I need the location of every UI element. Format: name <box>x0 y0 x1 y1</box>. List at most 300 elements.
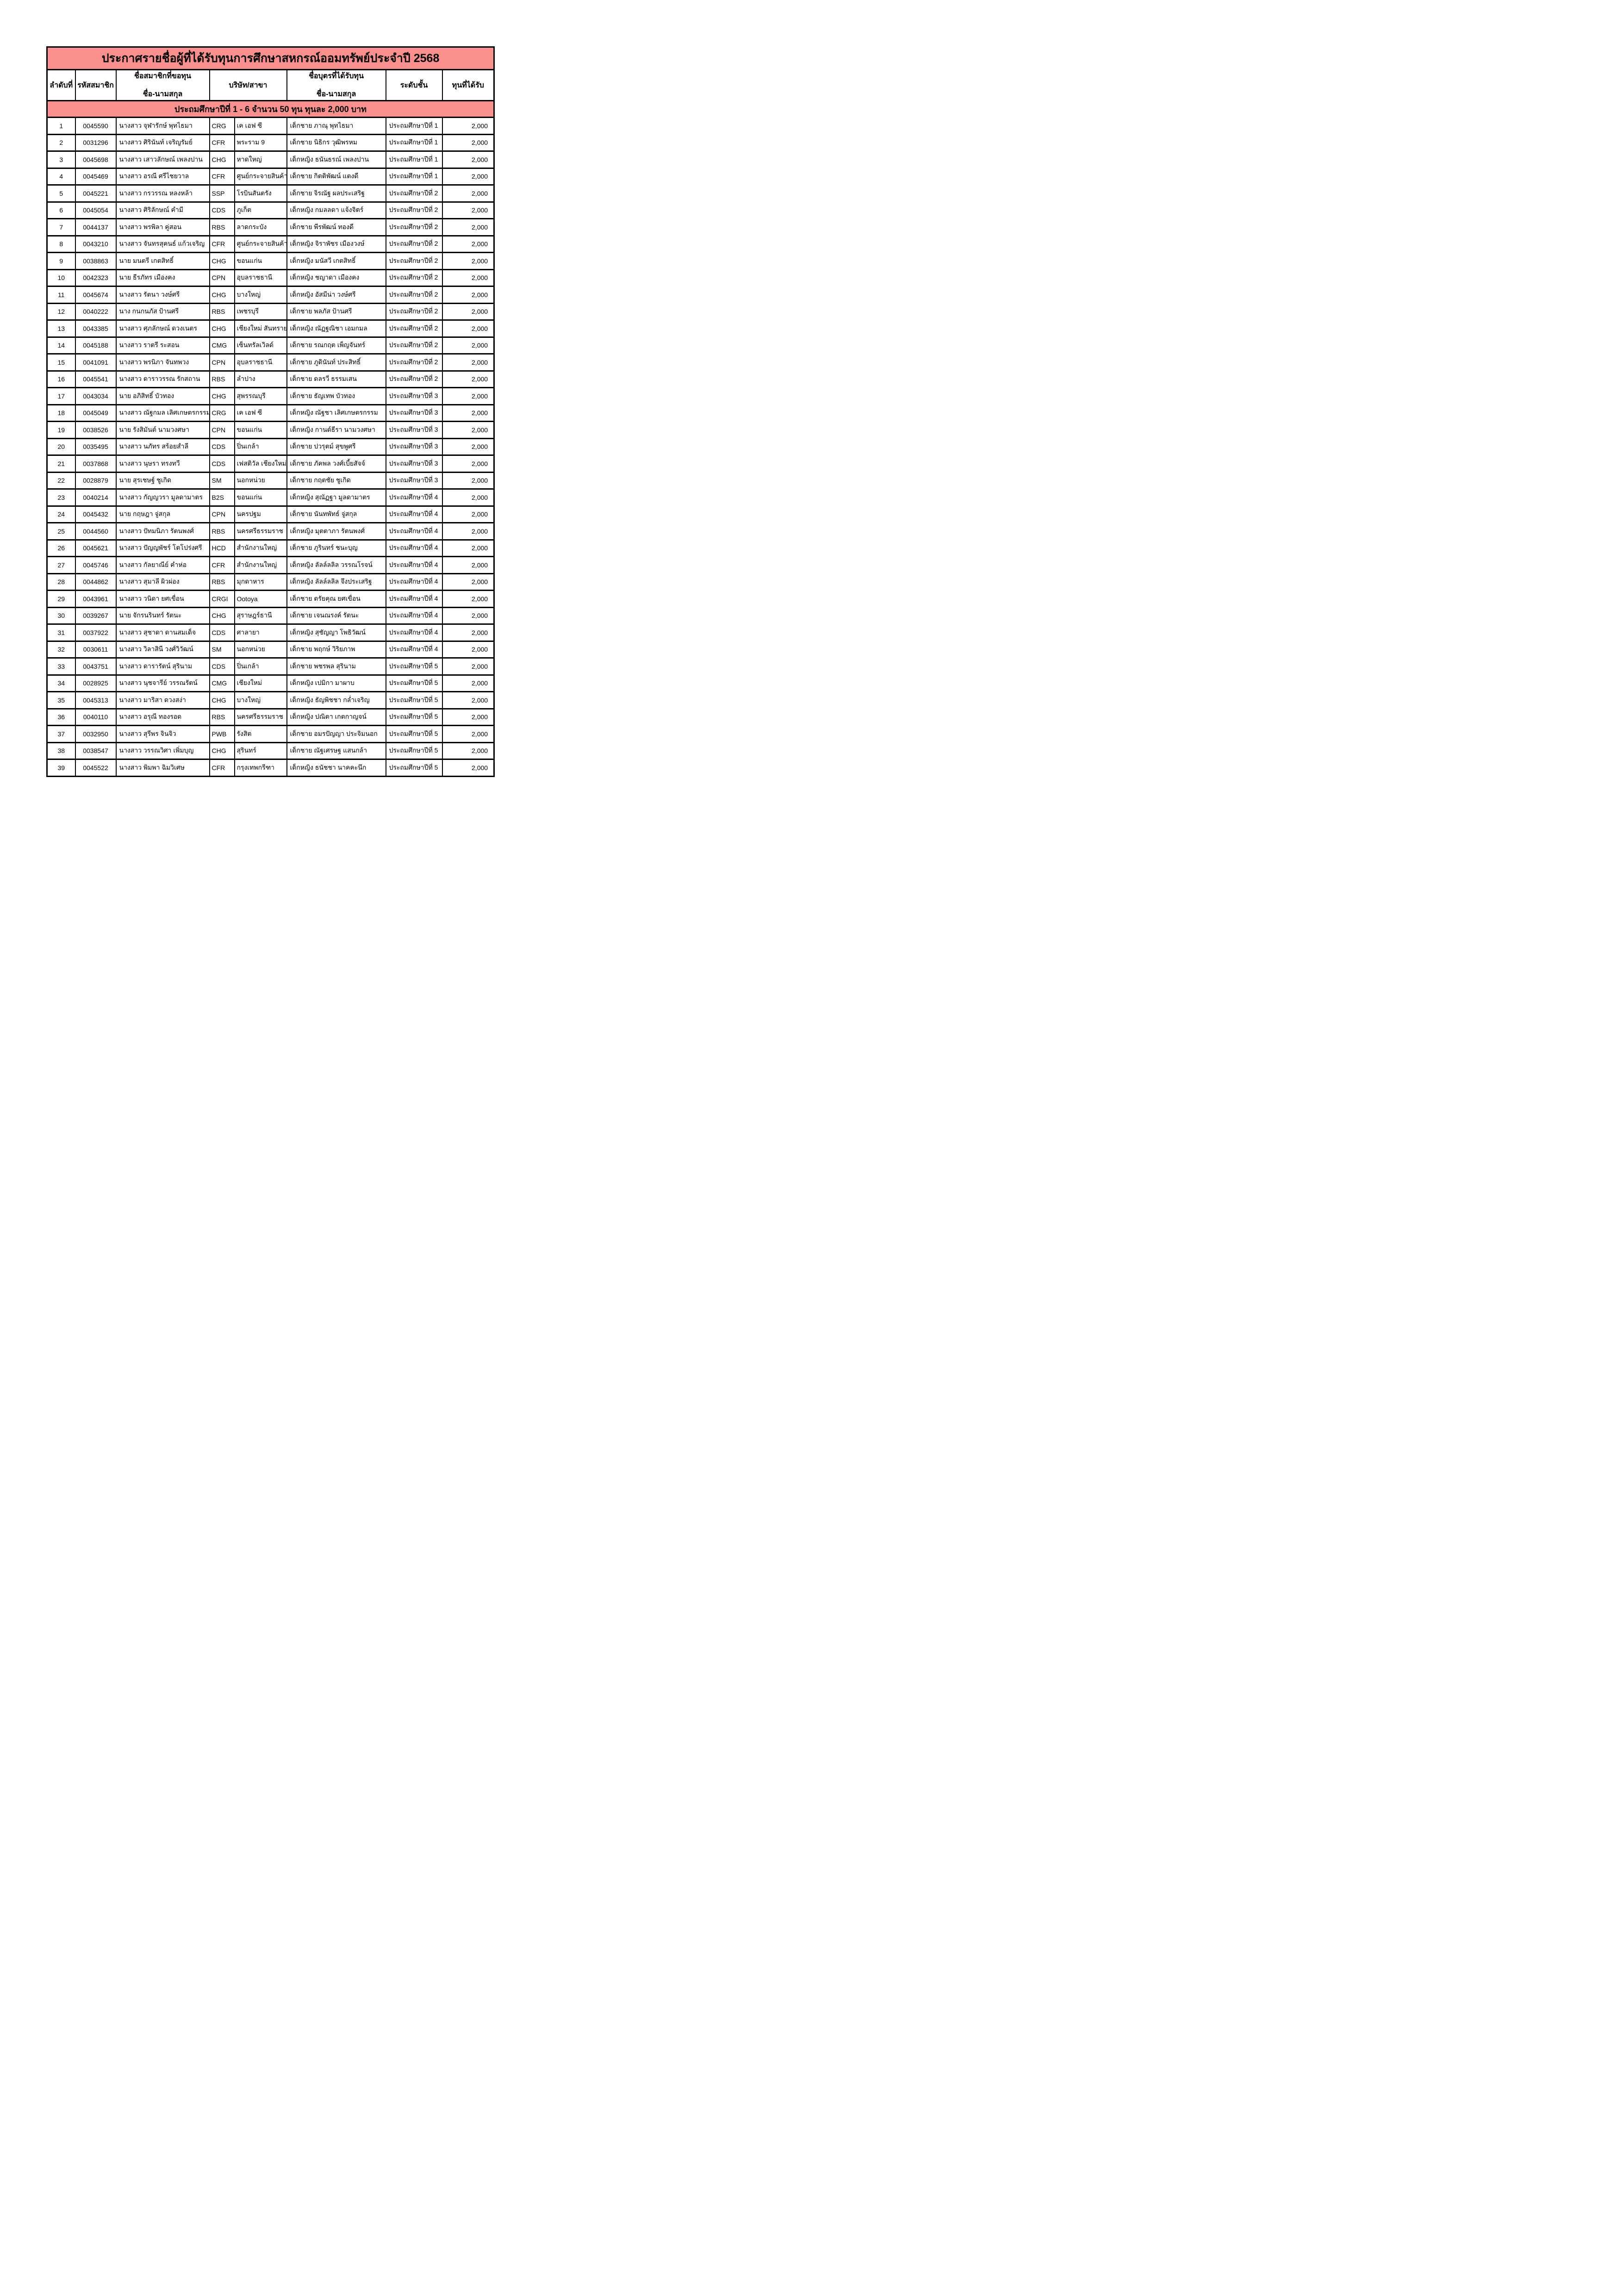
order-cell: 5 <box>47 185 75 202</box>
member-id-cell: 0032950 <box>75 726 116 743</box>
member-name-cell: นางสาว สุรีพร จินจิว <box>116 726 210 743</box>
child-name-cell: เด็กชาย นิธิกร วุฒิพรหม <box>287 134 386 151</box>
member-name-cell: นาย จักรนรินทร์ รัตนะ <box>116 607 210 624</box>
member-id-cell: 0038863 <box>75 253 116 270</box>
member-id-cell: 0043751 <box>75 658 116 675</box>
child-name-cell: เด็กชาย พีรพัฒน์ ทองดี <box>287 219 386 236</box>
amount-cell: 2,000 <box>442 118 494 135</box>
branch-cell: เค เอฟ ซี <box>235 404 287 422</box>
order-cell: 28 <box>47 573 75 591</box>
member-name-cell: นางสาว กัญญวรา มูลดามาตร <box>116 489 210 506</box>
member-id-cell: 0031296 <box>75 134 116 151</box>
child-name-cell: เด็กหญิง ณัฐชา เลิศเกษตรกรรม <box>287 404 386 422</box>
member-id-cell: 0044137 <box>75 219 116 236</box>
member-id-cell: 0038547 <box>75 742 116 759</box>
table-body <box>47 118 494 777</box>
branch-cell: โรบินสันตรัง <box>235 185 287 202</box>
branch-cell: ปิ่นเกล้า <box>235 658 287 675</box>
member-id-cell: 0045541 <box>75 371 116 388</box>
grade-cell: ประถมศึกษาปีที่ 5 <box>386 692 442 709</box>
table-row <box>47 641 494 658</box>
branch-cell: นอกหน่วย <box>235 641 287 658</box>
child-name-cell: เด็กชาย เจนณรงค์ รัตนะ <box>287 607 386 624</box>
title-row <box>47 47 494 70</box>
grade-cell: ประถมศึกษาปีที่ 2 <box>386 371 442 388</box>
member-name-cell: นางสาว นุษรา ทรงทวี <box>116 455 210 473</box>
amount-cell: 2,000 <box>442 709 494 726</box>
branch-cell: เชียงใหม่ <box>235 675 287 692</box>
company-cell: CPN <box>210 422 235 439</box>
column-header-member-name <box>116 70 210 101</box>
company-cell: CMG <box>210 675 235 692</box>
order-cell: 10 <box>47 269 75 286</box>
page-title: ประกาศรายชื่อผู้ที่ได้รับทุนการศึกษาสหกรณ์ออมทรัพย์ประจำปี 2568 <box>47 47 494 70</box>
amount-cell: 2,000 <box>442 472 494 489</box>
amount-cell: 2,000 <box>442 219 494 236</box>
company-cell: CDS <box>210 624 235 641</box>
child-name-cell: เด็กหญิง ลัลล์ลลิล วรรณโรจน์ <box>287 557 386 574</box>
amount-cell: 2,000 <box>442 540 494 557</box>
table-row <box>47 253 494 270</box>
company-cell: B2S <box>210 489 235 506</box>
member-name-cell: นางสาว พิมพา ฉิมวิเศษ <box>116 759 210 777</box>
table-row <box>47 607 494 624</box>
order-cell: 23 <box>47 489 75 506</box>
child-name-cell: เด็กชาย ภูรินทร์ ชนะบุญ <box>287 540 386 557</box>
amount-cell: 2,000 <box>442 591 494 608</box>
grade-cell: ประถมศึกษาปีที่ 4 <box>386 523 442 540</box>
member-id-cell: 0038526 <box>75 422 116 439</box>
order-cell: 39 <box>47 759 75 777</box>
branch-cell: ขอนแก่น <box>235 253 287 270</box>
company-cell: RBS <box>210 573 235 591</box>
table-row <box>47 489 494 506</box>
branch-cell: สุรินทร์ <box>235 742 287 759</box>
member-name-cell: นางสาว ศุภลักษณ์ ดวงเนตร <box>116 320 210 337</box>
table-row <box>47 236 494 253</box>
amount-cell: 2,000 <box>442 371 494 388</box>
order-cell: 38 <box>47 742 75 759</box>
branch-cell: ศูนย์กระจายสินค้า <box>235 168 287 185</box>
amount-cell: 2,000 <box>442 726 494 743</box>
company-cell: CFR <box>210 557 235 574</box>
order-cell: 11 <box>47 286 75 304</box>
branch-cell: สำนักงานใหญ่ <box>235 540 287 557</box>
member-id-cell: 0028925 <box>75 675 116 692</box>
order-cell: 19 <box>47 422 75 439</box>
company-cell: CHG <box>210 742 235 759</box>
member-name-cell: นาง กนกนภัส ป้านศรี <box>116 303 210 320</box>
branch-cell: เค เอฟ ซี <box>235 118 287 135</box>
amount-cell: 2,000 <box>442 269 494 286</box>
table-row <box>47 455 494 473</box>
member-id-cell: 0044560 <box>75 523 116 540</box>
member-id-cell: 0045469 <box>75 168 116 185</box>
member-name-cell: นางสาว สุมาลี ผิวผ่อง <box>116 573 210 591</box>
order-cell: 22 <box>47 472 75 489</box>
child-name-cell: เด็กชาย ภัคพล วงศ์เบี้ยสัจจ์ <box>287 455 386 473</box>
member-name-cell: นางสาว ดารารัตน์ สุรินาม <box>116 658 210 675</box>
grade-cell: ประถมศึกษาปีที่ 5 <box>386 726 442 743</box>
grade-cell: ประถมศึกษาปีที่ 2 <box>386 202 442 219</box>
company-cell: CHG <box>210 253 235 270</box>
branch-cell: กรุงเทพกรีฑา <box>235 759 287 777</box>
section-label: ประถมศึกษาปีที่ 1 - 6 จำนวน 50 ทุน ทุนละ 2,000 บาท <box>47 101 494 118</box>
child-name-cell: เด็กชาย ปวรุตม์ สุขพูศรี <box>287 438 386 455</box>
company-cell: CRGI <box>210 591 235 608</box>
order-cell: 31 <box>47 624 75 641</box>
order-cell: 27 <box>47 557 75 574</box>
amount-cell: 2,000 <box>442 320 494 337</box>
grade-cell: ประถมศึกษาปีที่ 3 <box>386 388 442 405</box>
order-cell: 33 <box>47 658 75 675</box>
member-name-cell: นางสาว ศิริลักษณ์ คำมี <box>116 202 210 219</box>
order-cell: 16 <box>47 371 75 388</box>
member-name-cell: นางสาว จุฬารักษ์ พุทไธมา <box>116 118 210 135</box>
member-id-cell: 0045522 <box>75 759 116 777</box>
amount-cell: 2,000 <box>442 455 494 473</box>
branch-cell: อุบลราชธานี <box>235 354 287 371</box>
branch-cell: สำนักงานใหญ่ <box>235 557 287 574</box>
table-row <box>47 269 494 286</box>
company-cell: CPN <box>210 506 235 523</box>
member-id-cell: 0043385 <box>75 320 116 337</box>
member-id-cell: 0045590 <box>75 118 116 135</box>
member-id-cell: 0045746 <box>75 557 116 574</box>
member-name-cell: นางสาว ศิรินันท์ เจริญรัมย์ <box>116 134 210 151</box>
branch-cell: รังสิต <box>235 726 287 743</box>
table-row <box>47 573 494 591</box>
grade-cell: ประถมศึกษาปีที่ 2 <box>386 219 442 236</box>
order-cell: 13 <box>47 320 75 337</box>
amount-cell: 2,000 <box>442 168 494 185</box>
table-row <box>47 540 494 557</box>
order-cell: 14 <box>47 337 75 354</box>
member-id-cell: 0041091 <box>75 354 116 371</box>
member-id-cell: 0040110 <box>75 709 116 726</box>
child-name-cell: เด็กหญิง ธัญพิชชา กล่ำเจริญ <box>287 692 386 709</box>
grade-cell: ประถมศึกษาปีที่ 2 <box>386 185 442 202</box>
order-cell: 37 <box>47 726 75 743</box>
table-row <box>47 337 494 354</box>
table-row <box>47 422 494 439</box>
amount-cell: 2,000 <box>442 354 494 371</box>
grade-cell: ประถมศึกษาปีที่ 4 <box>386 540 442 557</box>
member-id-cell: 0040222 <box>75 303 116 320</box>
order-cell: 3 <box>47 151 75 168</box>
child-name-cell: เด็กหญิง ปณิตา เกตกาญจน์ <box>287 709 386 726</box>
table-row <box>47 320 494 337</box>
order-cell: 8 <box>47 236 75 253</box>
amount-cell: 2,000 <box>442 202 494 219</box>
order-cell: 17 <box>47 388 75 405</box>
member-name-cell: นางสาว ปัญญพัชร์ โตโปร่งศรี <box>116 540 210 557</box>
member-name-cell: นางสาว วนิดา ยศเขื่อน <box>116 591 210 608</box>
child-name-cell: เด็กชาย ตรัยคุณ ยศเขื่อน <box>287 591 386 608</box>
child-name-cell: เด็กชาย อมรปัญญา ประจิมนอก <box>287 726 386 743</box>
column-header-amount: ทุนที่ได้รับ <box>442 70 494 101</box>
child-name-cell: เด็กชาย พชรพล สุรินาม <box>287 658 386 675</box>
amount-cell: 2,000 <box>442 303 494 320</box>
company-cell: CRG <box>210 118 235 135</box>
table-row <box>47 709 494 726</box>
company-cell: RBS <box>210 371 235 388</box>
branch-cell: ศูนย์กระจายสินค้า <box>235 236 287 253</box>
company-cell: PWB <box>210 726 235 743</box>
amount-cell: 2,000 <box>442 675 494 692</box>
amount-cell: 2,000 <box>442 185 494 202</box>
company-cell: CDS <box>210 455 235 473</box>
amount-cell: 2,000 <box>442 607 494 624</box>
company-cell: RBS <box>210 303 235 320</box>
member-id-cell: 0045698 <box>75 151 116 168</box>
table-row <box>47 118 494 135</box>
company-cell: CFR <box>210 134 235 151</box>
order-cell: 12 <box>47 303 75 320</box>
child-name-cell: เด็กชาย กฤตชัย ชูเกิด <box>287 472 386 489</box>
table-row <box>47 557 494 574</box>
grade-cell: ประถมศึกษาปีที่ 4 <box>386 641 442 658</box>
table-row <box>47 202 494 219</box>
grade-cell: ประถมศึกษาปีที่ 3 <box>386 422 442 439</box>
grade-cell: ประถมศึกษาปีที่ 1 <box>386 118 442 135</box>
branch-cell: มุกดาหาร <box>235 573 287 591</box>
branch-cell: นครศรีธรรมราช <box>235 709 287 726</box>
table-row <box>47 658 494 675</box>
child-name-cell: เด็กหญิง มุตตาภา รัตนพงศ์ <box>287 523 386 540</box>
child-name-cell: เด็กหญิง เปมิกา มาผาบ <box>287 675 386 692</box>
column-header-member-name-line2: ชื่อ-นามสกุล <box>143 90 183 98</box>
column-header-order: ลำดับที่ <box>47 70 75 101</box>
company-cell: CFR <box>210 236 235 253</box>
child-name-cell: เด็กชาย รณกฤต เพ็ญจันทร์ <box>287 337 386 354</box>
grade-cell: ประถมศึกษาปีที่ 4 <box>386 489 442 506</box>
table-row <box>47 134 494 151</box>
order-cell: 2 <box>47 134 75 151</box>
amount-cell: 2,000 <box>442 236 494 253</box>
amount-cell: 2,000 <box>442 506 494 523</box>
company-cell: CFR <box>210 168 235 185</box>
member-id-cell: 0045674 <box>75 286 116 304</box>
member-name-cell: นาย มนตรี เกตสิทธิ์ <box>116 253 210 270</box>
child-name-cell: เด็กหญิง ณัฏฐณิชา เอมกมล <box>287 320 386 337</box>
amount-cell: 2,000 <box>442 438 494 455</box>
order-cell: 30 <box>47 607 75 624</box>
table-row <box>47 591 494 608</box>
company-cell: CDS <box>210 658 235 675</box>
amount-cell: 2,000 <box>442 388 494 405</box>
grade-cell: ประถมศึกษาปีที่ 2 <box>386 253 442 270</box>
amount-cell: 2,000 <box>442 151 494 168</box>
member-id-cell: 0045313 <box>75 692 116 709</box>
table-row <box>47 506 494 523</box>
branch-cell: นครศรีธรรมราช <box>235 523 287 540</box>
company-cell: CDS <box>210 202 235 219</box>
grade-cell: ประถมศึกษาปีที่ 4 <box>386 624 442 641</box>
grade-cell: ประถมศึกษาปีที่ 2 <box>386 286 442 304</box>
amount-cell: 2,000 <box>442 573 494 591</box>
child-name-cell: เด็กชาย ภาณุ พุทไธมา <box>287 118 386 135</box>
member-id-cell: 0039267 <box>75 607 116 624</box>
grade-cell: ประถมศึกษาปีที่ 2 <box>386 236 442 253</box>
column-header-member-id: รหัสสมาชิก <box>75 70 116 101</box>
member-id-cell: 0037922 <box>75 624 116 641</box>
member-id-cell: 0043210 <box>75 236 116 253</box>
child-name-cell: เด็กหญิง จิราพัชร เมืองวงษ์ <box>287 236 386 253</box>
child-name-cell: เด็กหญิง ลัลล์ลลิล จึงประเสริฐ <box>287 573 386 591</box>
table-row <box>47 438 494 455</box>
grade-cell: ประถมศึกษาปีที่ 2 <box>386 269 442 286</box>
member-name-cell: นางสาว รัตนา วงษ์ศรี <box>116 286 210 304</box>
member-name-cell: นางสาว พรนิภา จันทพวง <box>116 354 210 371</box>
member-name-cell: นางสาว สุชาดา ดานสมเด็จ <box>116 624 210 641</box>
branch-cell: ลำปาง <box>235 371 287 388</box>
grade-cell: ประถมศึกษาปีที่ 4 <box>386 557 442 574</box>
company-cell: CHG <box>210 692 235 709</box>
grade-cell: ประถมศึกษาปีที่ 4 <box>386 506 442 523</box>
child-name-cell: เด็กหญิง กมลลดา แจ้งจิตร์ <box>287 202 386 219</box>
branch-cell: นอกหน่วย <box>235 472 287 489</box>
table-row <box>47 286 494 304</box>
branch-cell: ขอนแก่น <box>235 489 287 506</box>
amount-cell: 2,000 <box>442 489 494 506</box>
grade-cell: ประถมศึกษาปีที่ 2 <box>386 337 442 354</box>
member-name-cell: นาย อภิสิทธิ์ บัวทอง <box>116 388 210 405</box>
document-page <box>0 0 541 772</box>
child-name-cell: เด็กชาย พฤกษ์ วิริยภาพ <box>287 641 386 658</box>
member-id-cell: 0045188 <box>75 337 116 354</box>
child-name-cell: เด็กชาย ธัญเทพ บัวทอง <box>287 388 386 405</box>
column-header-child-name-line1: ชื่อบุตรที่ได้รับทุน <box>309 72 364 80</box>
amount-cell: 2,000 <box>442 557 494 574</box>
table-row <box>47 759 494 777</box>
branch-cell: บางใหญ่ <box>235 286 287 304</box>
member-name-cell: นางสาว ณัฐกมล เลิศเกษตรกรรม <box>116 404 210 422</box>
amount-cell: 2,000 <box>442 759 494 777</box>
child-name-cell: เด็กหญิง กานต์ธีรา นามวงศษา <box>287 422 386 439</box>
column-header-company-branch: บริษัท/สาขา <box>210 70 287 101</box>
table-row <box>47 219 494 236</box>
grade-cell: ประถมศึกษาปีที่ 2 <box>386 303 442 320</box>
column-header-member-name-line1: ชื่อสมาชิกที่ขอทุน <box>134 72 191 80</box>
company-cell: SM <box>210 641 235 658</box>
company-cell: CDS <box>210 438 235 455</box>
table-row <box>47 371 494 388</box>
branch-cell: ศาลายา <box>235 624 287 641</box>
member-name-cell: นางสาว กรวรรณ หลงหล้า <box>116 185 210 202</box>
branch-cell: นครปฐม <box>235 506 287 523</box>
member-name-cell: นางสาว วิลาสินี วงศ์วิวัฒน์ <box>116 641 210 658</box>
amount-cell: 2,000 <box>442 692 494 709</box>
branch-cell: เซ็นทรัลเวิลด์ <box>235 337 287 354</box>
grade-cell: ประถมศึกษาปีที่ 5 <box>386 742 442 759</box>
member-name-cell: นางสาว นุชจารีย์ วรรณรัตน์ <box>116 675 210 692</box>
order-cell: 6 <box>47 202 75 219</box>
section-row <box>47 101 494 118</box>
column-header-grade: ระดับชั้น <box>386 70 442 101</box>
company-cell: RBS <box>210 219 235 236</box>
table-row <box>47 354 494 371</box>
order-cell: 34 <box>47 675 75 692</box>
amount-cell: 2,000 <box>442 286 494 304</box>
member-id-cell: 0045621 <box>75 540 116 557</box>
company-cell: SM <box>210 472 235 489</box>
member-name-cell: นางสาว มาริสา ดวงสง่า <box>116 692 210 709</box>
member-name-cell: นางสาว นภัทร สร้อยสำลี <box>116 438 210 455</box>
member-name-cell: นางสาว อรณี ศรีไชยวาล <box>116 168 210 185</box>
table-row <box>47 692 494 709</box>
amount-cell: 2,000 <box>442 253 494 270</box>
amount-cell: 2,000 <box>442 624 494 641</box>
child-name-cell: เด็กชาย นันทพัทธ์ จู่สกุล <box>287 506 386 523</box>
branch-cell: ปิ่นเกล้า <box>235 438 287 455</box>
order-cell: 24 <box>47 506 75 523</box>
order-cell: 18 <box>47 404 75 422</box>
company-cell: CHG <box>210 607 235 624</box>
branch-cell: เพชรบุรี <box>235 303 287 320</box>
member-id-cell: 0042323 <box>75 269 116 286</box>
child-name-cell: เด็กหญิง สุชัญญา โพธิวัฒน์ <box>287 624 386 641</box>
member-id-cell: 0028879 <box>75 472 116 489</box>
branch-cell: บางใหญ่ <box>235 692 287 709</box>
order-cell: 32 <box>47 641 75 658</box>
grade-cell: ประถมศึกษาปีที่ 1 <box>386 151 442 168</box>
table-row <box>47 472 494 489</box>
grade-cell: ประถมศึกษาปีที่ 3 <box>386 472 442 489</box>
amount-cell: 2,000 <box>442 658 494 675</box>
branch-cell: อุบลราชธานี <box>235 269 287 286</box>
grade-cell: ประถมศึกษาปีที่ 5 <box>386 709 442 726</box>
order-cell: 29 <box>47 591 75 608</box>
company-cell: CRG <box>210 404 235 422</box>
grade-cell: ประถมศึกษาปีที่ 1 <box>386 134 442 151</box>
column-header-child-name <box>287 70 386 101</box>
member-id-cell: 0045221 <box>75 185 116 202</box>
child-name-cell: เด็กหญิง มนัสวี เกตสิทธิ์ <box>287 253 386 270</box>
order-cell: 9 <box>47 253 75 270</box>
order-cell: 21 <box>47 455 75 473</box>
company-cell: SSP <box>210 185 235 202</box>
member-name-cell: นางสาว ดาราวรรณ รักสถาน <box>116 371 210 388</box>
member-id-cell: 0037868 <box>75 455 116 473</box>
branch-cell: ภูเก็ต <box>235 202 287 219</box>
amount-cell: 2,000 <box>442 134 494 151</box>
member-id-cell: 0043034 <box>75 388 116 405</box>
member-name-cell: นาย กฤษฎา จู่สกุล <box>116 506 210 523</box>
member-name-cell: นาย สุรเชษฐ์ ชูเกิด <box>116 472 210 489</box>
company-cell: RBS <box>210 709 235 726</box>
table-row <box>47 742 494 759</box>
child-name-cell: เด็กชาย ณัฐเศรษฐ แสนกล้า <box>287 742 386 759</box>
order-cell: 26 <box>47 540 75 557</box>
scholarship-table <box>46 46 495 777</box>
grade-cell: ประถมศึกษาปีที่ 3 <box>386 438 442 455</box>
grade-cell: ประถมศึกษาปีที่ 2 <box>386 320 442 337</box>
child-name-cell: เด็กหญิง ธนันธรณ์ เพลงปาน <box>287 151 386 168</box>
member-name-cell: นางสาว วรรณวิศา เพิ่มบุญ <box>116 742 210 759</box>
amount-cell: 2,000 <box>442 641 494 658</box>
branch-cell: Ootoya <box>235 591 287 608</box>
company-cell: CHG <box>210 151 235 168</box>
amount-cell: 2,000 <box>442 422 494 439</box>
member-id-cell: 0045049 <box>75 404 116 422</box>
grade-cell: ประถมศึกษาปีที่ 3 <box>386 404 442 422</box>
member-name-cell: นางสาว พรพิลา คู่สอน <box>116 219 210 236</box>
branch-cell: พระราม 9 <box>235 134 287 151</box>
amount-cell: 2,000 <box>442 404 494 422</box>
table-row <box>47 624 494 641</box>
order-cell: 35 <box>47 692 75 709</box>
